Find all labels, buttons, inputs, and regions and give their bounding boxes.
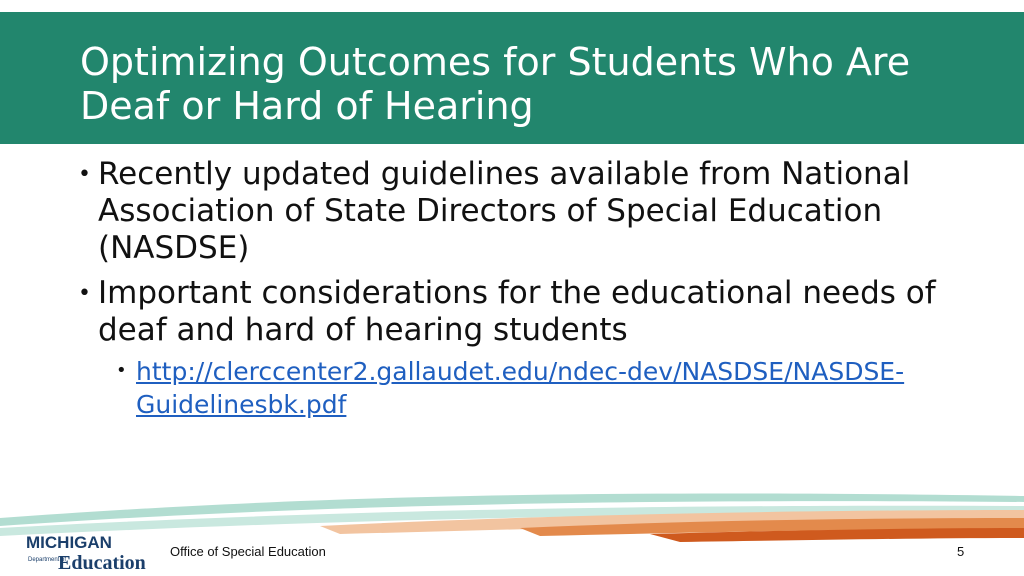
logo-department-text: Department of [28,557,67,563]
page-number: 5 [957,544,965,559]
sub-bullet-item [74,355,974,421]
bullet-text: Recently updated guidelines available from National Association of State Directors of Special Education (NASDSE) [98,156,911,266]
slide-title: Optimizing Outcomes for Students Who Are Deaf or Hard of Hearing [80,40,911,128]
guidelines-link[interactable]: http://clerccenter2.gallaudet.edu/ndec-dev/NASDSE/NASDSE-Guidelinesbk.pdf [136,357,905,419]
logo-michigan-text: MICHIGAN [26,533,112,552]
bullet-item [74,156,974,267]
michigan-education-logo [24,528,154,572]
bullet-dot-icon: • [78,162,91,187]
slide-content [74,156,974,421]
logo-education-text: Education [58,552,146,572]
bullet-item [74,275,974,349]
footer-office-name: Office of Special Education [170,544,326,559]
bullet-dot-icon: • [116,360,127,381]
bullet-text: Important considerations for the educational needs of deaf and hard of hearing students [98,275,936,348]
bullet-dot-icon: • [78,281,91,306]
